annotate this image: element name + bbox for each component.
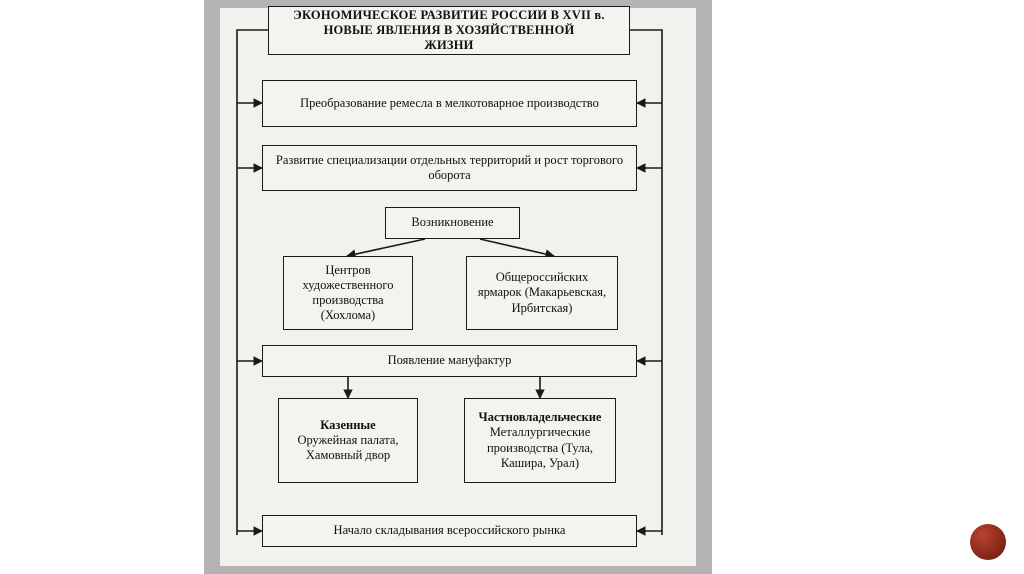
title-line-1: ЭКОНОМИЧЕСКОЕ РАЗВИТИЕ РОССИИ В XVII в. bbox=[293, 7, 605, 22]
node-fairs-label: Общероссийских ярмарок (Макарьевская, Ирбитская) bbox=[477, 270, 607, 315]
node-market bbox=[262, 515, 637, 547]
node-emergence bbox=[385, 207, 520, 239]
node-private-title: Частновладельческие bbox=[478, 410, 602, 424]
node-state-owned bbox=[278, 398, 418, 483]
node-centers bbox=[283, 256, 413, 330]
node-specialization-label: Развитие специализации отдельных территорий и рост торгового оборота bbox=[275, 152, 624, 182]
node-title bbox=[268, 6, 630, 55]
node-private-body: Металлургические производства (Тула, Кашира, Урал) bbox=[486, 425, 594, 470]
node-manufactories-label: Появление мануфактур bbox=[387, 353, 512, 368]
title-line-2: НОВЫЕ ЯВЛЕНИЯ В ХОЗЯЙСТВЕННОЙ bbox=[323, 22, 575, 37]
node-craft bbox=[262, 80, 637, 127]
node-state-owned-title: Казенные bbox=[320, 417, 376, 432]
node-manufactories bbox=[262, 345, 637, 377]
title-line-3: ЖИЗНИ bbox=[424, 38, 474, 53]
node-market-label: Начало складывания всероссийского рынка bbox=[333, 523, 566, 538]
node-state-owned-body: Оружейная палата, Хамовный двор bbox=[297, 432, 399, 463]
node-emergence-label: Возникновение bbox=[411, 215, 494, 230]
node-craft-label: Преобразование ремесла в мелкотоварное производство bbox=[300, 95, 599, 110]
node-private bbox=[464, 398, 616, 483]
node-specialization bbox=[262, 145, 637, 191]
node-centers-label: Центров художественного производства (Хохлома) bbox=[302, 262, 394, 323]
node-fairs bbox=[466, 256, 618, 330]
decorative-circle-icon bbox=[970, 524, 1006, 560]
